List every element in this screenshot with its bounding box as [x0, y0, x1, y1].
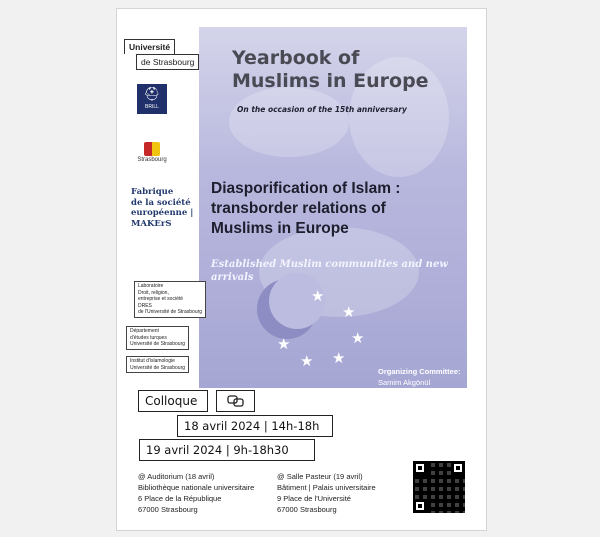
qr-finder: [413, 461, 427, 475]
poster-title: [232, 47, 472, 93]
venue-line: @ Salle Pasteur (19 avril): [277, 472, 363, 481]
committee-member: Anne-Laure Zwilling: [378, 388, 445, 397]
star-icon: ★: [300, 352, 314, 370]
conference-title: [211, 179, 461, 239]
makers-line: de la société: [131, 197, 191, 208]
venue-line: 9 Place de l'Université: [277, 494, 351, 503]
venue-line: 6 Place de la République: [138, 494, 222, 503]
organizing-committee: [378, 367, 478, 430]
poster: [116, 8, 487, 531]
lab-line: Laboratoire: [138, 283, 164, 289]
islamology-line: Université de Strasbourg: [130, 364, 186, 371]
committee-member: Samim Akgönül: [378, 377, 431, 387]
star-icon: ★: [332, 349, 346, 367]
makers-line: Fabrique: [131, 187, 174, 197]
university-line: de Strasbourg: [136, 54, 199, 70]
university-logo: [124, 39, 199, 70]
map-shape: [229, 87, 349, 157]
subtitle-line: Diasporification of Islam :: [211, 180, 401, 197]
link-icon: [217, 391, 254, 411]
committee-member: Éric Vallet: [378, 398, 412, 408]
brill-logo: [137, 84, 167, 114]
star-icon: ★: [311, 287, 325, 305]
strasbourg-logo: [131, 142, 173, 163]
subtitle-line: Muslims in Europe: [211, 220, 349, 237]
dept-line: Université de Strasbourg: [130, 341, 186, 347]
venue-line: Bibliothèque nationale universitaire: [138, 483, 255, 492]
islamology-logo: [126, 356, 189, 373]
lab-line: de l'Université de Strasbourg: [138, 309, 203, 315]
title-line: Muslims in Europe: [232, 70, 429, 92]
tagline: Established Muslim communities and new arrivals: [211, 259, 448, 283]
lab-line: DRES: [138, 302, 152, 309]
dept-line: Département: [130, 328, 159, 334]
committee-member: Khalid Rabeh: [378, 409, 424, 418]
star-icon: ★: [342, 303, 356, 321]
qr-finder: [451, 461, 465, 475]
venue-line: 67000 Strasbourg: [277, 505, 337, 514]
occasion-text: On the occasion of the 15th anniversary: [237, 105, 407, 114]
venue-one: [138, 471, 254, 515]
date-day-one: 18 avril 2024 | 14h-18h: [177, 415, 333, 437]
qr-code[interactable]: [413, 461, 465, 513]
star-icon: ★: [351, 329, 365, 347]
helmet-icon: ⛑: [143, 86, 161, 101]
dres-lab-logo: [134, 281, 206, 318]
venue-two: [277, 471, 376, 515]
dept-line: d'études turques: [130, 334, 167, 341]
makers-line: MAKErS: [131, 218, 172, 229]
lab-line: Droit, religion,: [138, 289, 169, 296]
venue-line: Bâtiment | Palais universitaire: [277, 483, 376, 492]
venue-line: 67000 Strasbourg: [138, 505, 198, 514]
crest-icon: [144, 142, 160, 156]
star-icon: ★: [277, 335, 291, 353]
event-type-box: Colloque: [138, 390, 208, 412]
venue-line: @ Auditorium (18 avril): [138, 472, 215, 481]
turkish-studies-logo: [126, 326, 189, 350]
qr-finder: [413, 499, 427, 513]
lab-line: entreprise et société: [138, 296, 184, 302]
strasbourg-text: Strasbourg: [137, 157, 167, 163]
link-icon-box: [216, 390, 255, 412]
university-line: Université: [124, 39, 175, 54]
makers-logo: [131, 187, 201, 229]
brill-text: BRILL: [145, 104, 159, 110]
subtitle-line: transborder relations of: [211, 200, 386, 217]
islamology-line: Institut d'islamologie: [130, 358, 175, 364]
title-line: Yearbook of: [232, 47, 360, 69]
date-day-two: 19 avril 2024 | 9h-18h30: [139, 439, 315, 461]
committee-member: Marguerite Gökmen: [378, 419, 445, 429]
committee-heading: Organizing Committee:: [378, 367, 461, 376]
makers-line: européenne |: [131, 208, 194, 218]
